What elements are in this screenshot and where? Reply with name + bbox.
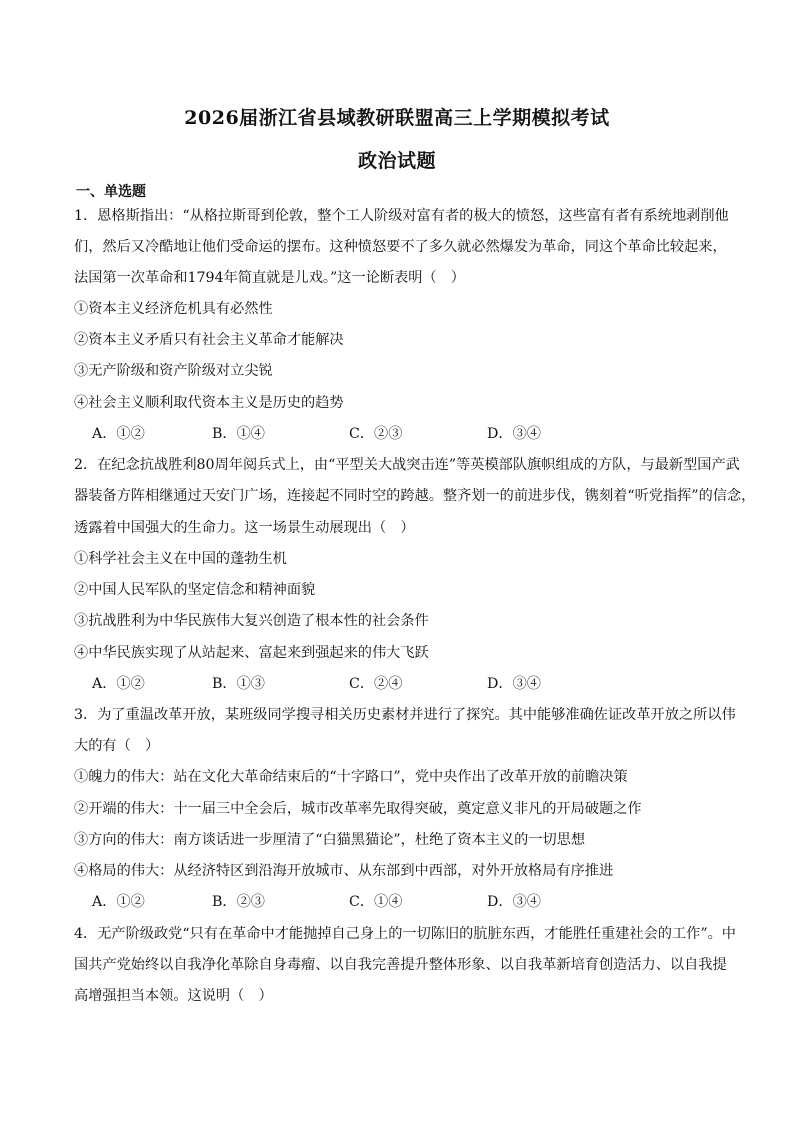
option-a[interactable]: A．①② xyxy=(92,894,145,910)
page-subtitle: 政治试题 xyxy=(357,150,436,172)
statement-item: ①资本主义经济危机具有必然性 xyxy=(74,301,273,317)
option-c[interactable]: C．①④ xyxy=(349,894,403,910)
question-stem-line: 器装备方阵相继通过天安门广场，连接起不同时空的跨越。整齐划一的前进步伐，镌刻着“听党指挥”的信念， xyxy=(74,488,756,504)
statement-item: ①魄力的伟大：站在文化大革命结束后的“十字路口”，党中央作出了改革开放的前瞻决策 xyxy=(74,769,628,785)
question-stem-line: 透露着中国强大的生命力。这一场景生动展现出（ ） xyxy=(74,520,415,536)
statement-item: ②中国人民军队的坚定信念和精神面貌 xyxy=(74,582,316,598)
question-stem-line: 大的有（ ） xyxy=(74,738,160,754)
option-b[interactable]: B．①④ xyxy=(212,426,265,442)
option-b[interactable]: B．①③ xyxy=(212,676,265,692)
option-c[interactable]: C．②④ xyxy=(349,676,403,692)
section-heading: 一、单选题 xyxy=(76,184,146,200)
question-stem-line: 法国第一次革命和1794年简直就是儿戏。”这一论断表明（ ） xyxy=(74,270,465,286)
question-stem-line: 们，然后又冷酷地让他们受命运的摆布。这种愤怒要不了多久就必然爆发为革命，同这个革命比较起来， xyxy=(74,239,727,255)
option-a[interactable]: A．①② xyxy=(92,676,145,692)
statement-item: ④社会主义顺利取代资本主义是历史的趋势 xyxy=(74,395,344,411)
question-stem-line: 国共产党始终以自我净化革除自身毒瘤、以自我完善提升整体形象、以自我革新培育创造活力、以自我提 xyxy=(74,957,727,973)
statement-item: ②开端的伟大：十一届三中全会后，城市改革率先取得突破，奠定意义非凡的开局破题之作 xyxy=(74,801,642,817)
question-stem-line: 3．为了重温改革开放，某班级同学搜寻相关历史素材并进行了探究。其中能够准确佐证改革开放之所以伟 xyxy=(74,707,736,723)
statement-item: ④格局的伟大：从经济特区到沿海开放城市、从东部到中西部，对外开放格局有序推进 xyxy=(74,863,614,879)
option-b[interactable]: B．②③ xyxy=(212,894,265,910)
question-stem-line: 2．在纪念抗战胜利80周年阅兵式上，由“平型关大战突击连”等英模部队旗帜组成的方队，与最新型国产武 xyxy=(74,457,740,473)
option-c[interactable]: C．②③ xyxy=(349,426,403,442)
statement-item: ③抗战胜利为中华民族伟大复兴创造了根本性的社会条件 xyxy=(74,613,429,629)
statement-item: ④中华民族实现了从站起来、富起来到强起来的伟大飞跃 xyxy=(74,645,429,661)
option-d[interactable]: D．③④ xyxy=(487,894,541,910)
option-d[interactable]: D．③④ xyxy=(487,426,541,442)
page-title: 2026届浙江省县域教研联盟高三上学期模拟考试 xyxy=(184,107,610,129)
question-stem-line: 1．恩格斯指出：“从格拉斯哥到伦敦，整个工人阶级对富有者的极大的愤怒，这些富有者有系统地剥削他 xyxy=(74,208,729,224)
option-d[interactable]: D．③④ xyxy=(487,676,541,692)
question-stem-line: 4．无产阶级政党“只有在革命中才能抛掉自己身上的一切陈旧的肮脏东西，才能胜任重建社会的工作”。中 xyxy=(74,926,736,942)
statement-item: ②资本主义矛盾只有社会主义革命才能解决 xyxy=(74,332,344,348)
option-a[interactable]: A．①② xyxy=(92,426,145,442)
statement-item: ③无产阶级和资产阶级对立尖锐 xyxy=(74,363,273,379)
statement-item: ①科学社会主义在中国的蓬勃生机 xyxy=(74,551,287,567)
question-stem-line: 高增强担当本领。这说明（ ） xyxy=(74,988,273,1004)
statement-item: ③方向的伟大：南方谈话进一步厘清了“白猫黑猫论”，杜绝了资本主义的一切思想 xyxy=(74,832,586,848)
